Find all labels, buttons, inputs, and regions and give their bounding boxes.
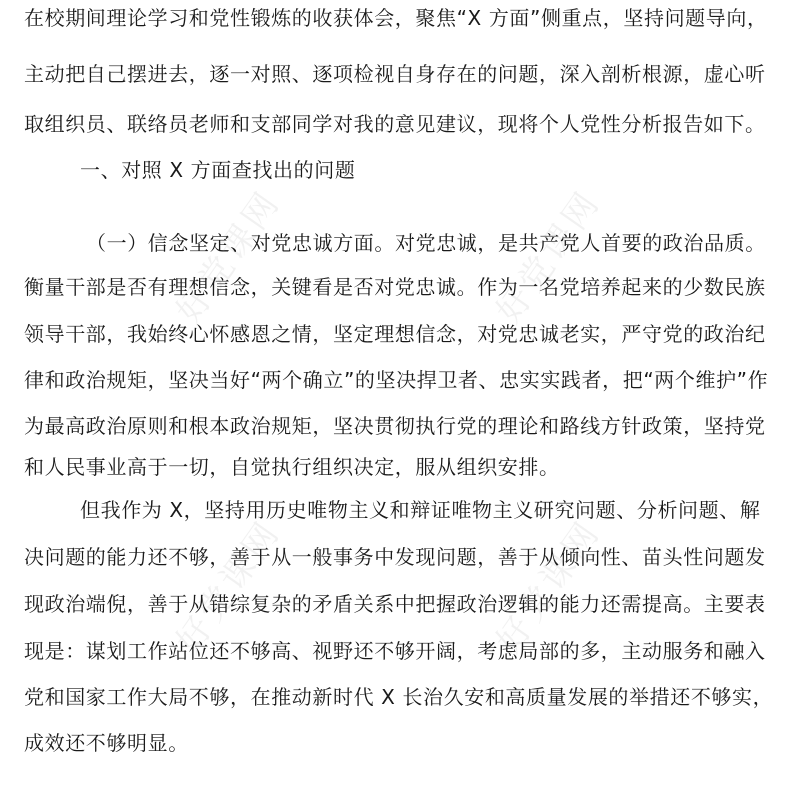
paragraph-line: 为最高政治原则和根本政治规矩，坚决贯彻执行党的理论和路线方针政策，坚持党 [24, 414, 766, 438]
paragraph-line: 衡量干部是否有理想信念，关键看是否对党忠诚。作为一名党培养起来的少数民族 [24, 275, 766, 299]
section-heading: 一、对照 X 方面查找出的问题 [80, 158, 356, 182]
paragraph-line: 党和国家工作大局不够，在推动新时代 X 长治久安和高质量发展的举措还不够实， [24, 685, 774, 709]
watermark: 好党课网 [488, 512, 609, 661]
paragraph-line: 取组织员、联络员老师和支部同学对我的意见建议，现将个人党性分析报告如下。 [24, 112, 766, 136]
paragraph-line: 但我作为 X，坚持用历史唯物主义和辩证唯物主义研究问题、分析问题、解 [80, 498, 761, 522]
subsection-heading: （一）信念坚定、对党忠诚方面。对党忠诚，是共产党人首要的政治品质。 [86, 231, 766, 255]
watermark: 好党课网 [488, 182, 609, 331]
paragraph-line: 成效还不够明显。 [24, 731, 189, 755]
paragraph-line: 主动把自己摆进去，逐一对照、逐项检视自身存在的问题，深入剖析根源，虚心听 [24, 62, 766, 86]
watermark: 好党课网 [168, 512, 289, 661]
paragraph-line: 现政治端倪，善于从错综复杂的矛盾关系中把握政治逻辑的能力还需提高。主要表 [24, 592, 766, 616]
paragraph-line: 律和政治规矩，坚决当好“两个确立”的坚决捍卫者、忠实实践者，把“两个维护”作 [24, 368, 769, 392]
paragraph-line: 在校期间理论学习和党性锻炼的收获体会，聚焦“X 方面”侧重点，坚持问题导向， [24, 6, 768, 30]
paragraph-line: 决问题的能力还不够，善于从一般事务中发现问题，善于从倾向性、苗头性问题发 [24, 545, 766, 569]
paragraph-line: 现是：谋划工作站位还不够高、视野还不够开阔，考虑局部的多，主动服务和融入 [24, 639, 766, 663]
watermark: 好党课网 [168, 182, 289, 331]
paragraph-line: 领导干部，我始终心怀感恩之情，坚定理想信念，对党忠诚老实，严守党的政治纪 [24, 322, 766, 346]
paragraph-line: 和人民事业高于一切，自觉执行组织决定，服从组织安排。 [24, 455, 560, 479]
